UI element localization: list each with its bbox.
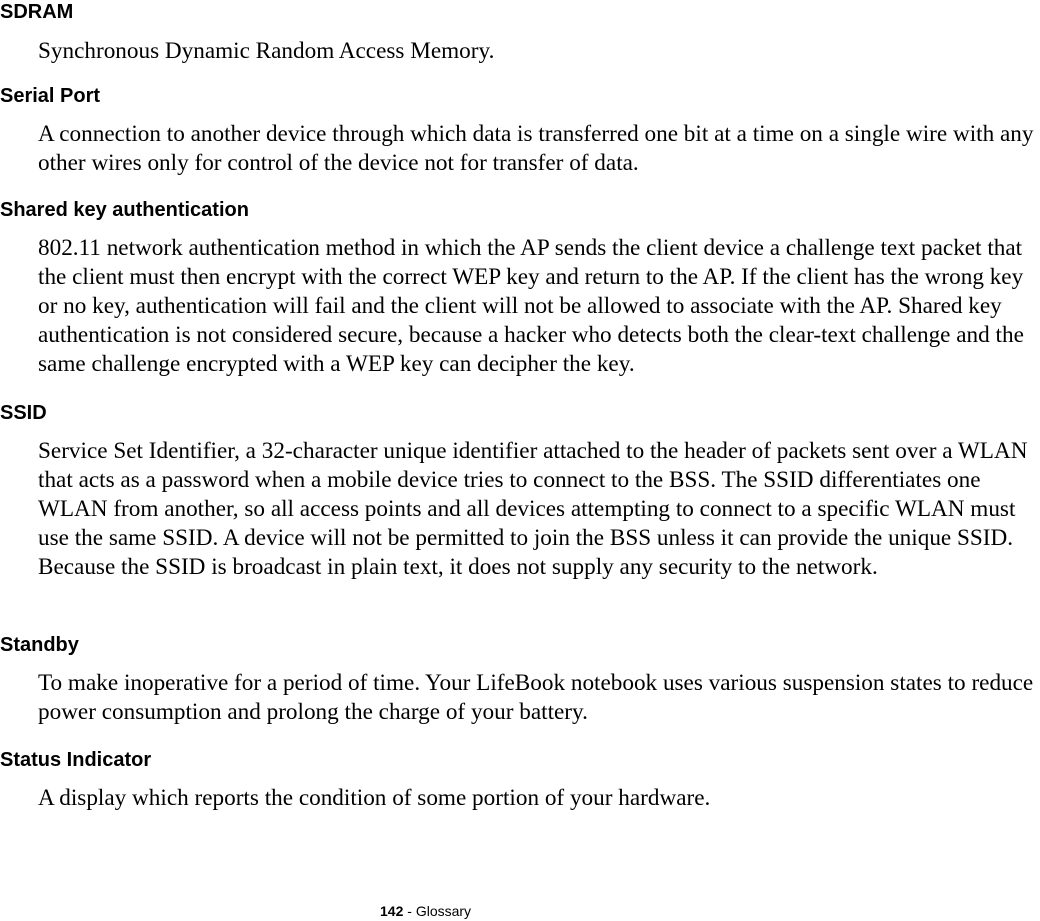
- glossary-entry-serial-port: [0, 84, 1040, 178]
- glossary-definition: Synchronous Dynamic Random Access Memory.: [38, 38, 495, 64]
- glossary-definition: Service Set Identifier, a 32-character unique identifier attached to the header of packets sent over a WLAN that acts as a password when a mobile device tries to connect to the BSS. The SSID differentiates one WLAN from another, so all access points and all devices attempting to connect to a specific WLAN must use the same SSID. A device will not be permitted to join the BSS unless it can provide the unique SSID. Because the SSID is broadcast in plain text, it does not supply any security to the network.: [38, 438, 1028, 580]
- glossary-entry-ssid: [0, 401, 1040, 582]
- page-footer: [380, 902, 471, 920]
- glossary-term: Standby: [0, 634, 79, 656]
- glossary-entry-standby: [0, 633, 1040, 727]
- glossary-definition: A display which reports the condition of some portion of your hardware.: [38, 785, 711, 811]
- glossary-term: Shared key authentication: [0, 199, 249, 221]
- glossary-definition: A connection to another device through which data is transferred one bit at a time on a single wire with any other wires only for control of the device not for transfer of data.: [38, 121, 1034, 176]
- glossary-entry-status-indicator: [0, 748, 710, 813]
- footer-section: Glossary: [415, 903, 472, 919]
- footer-separator: -: [403, 903, 416, 919]
- glossary-entry-shared-key-authentication: [0, 198, 1040, 379]
- page-number: 142: [380, 903, 404, 919]
- glossary-term: Status Indicator: [0, 749, 152, 771]
- glossary-entry-sdram: [0, 0, 494, 66]
- glossary-term: Serial Port: [0, 85, 101, 107]
- glossary-definition: To make inoperative for a period of time. Your LifeBook notebook uses various suspension states to reduce power consumption and prolong the charge of your battery.: [38, 670, 1034, 725]
- glossary-definition: 802.11 network authentication method in which the AP sends the client device a challenge text packet that the client must then encrypt with the correct WEP key and return to the AP. If the client has the wrong key or no key, authentication will fail and the client will not be allowed to associate with the AP. Shared key authentication is not considered secure, because a hacker who detects both the clear-text challenge and the same challenge encrypted with a WEP key can decipher the key.: [38, 235, 1024, 377]
- glossary-term: SDRAM: [0, 1, 74, 23]
- glossary-term: SSID: [0, 402, 47, 424]
